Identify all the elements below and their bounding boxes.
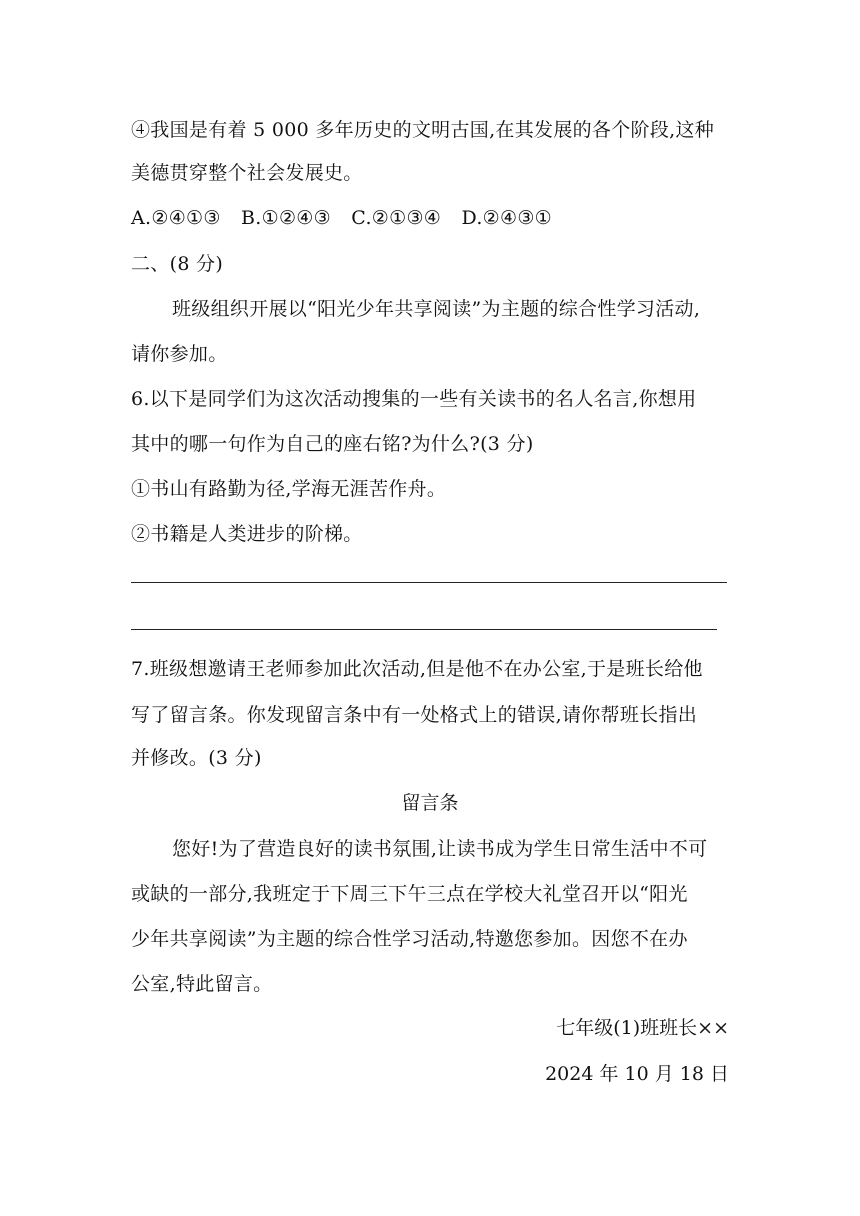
answer-line-2 [131,629,717,630]
note-body-line-4: 公室,特此留言。 [131,973,273,995]
note-signature: 七年级(1)班班长×× [556,1017,729,1039]
activity-intro-line-2: 请你参加。 [131,343,228,365]
note-title: 留言条 [401,792,459,814]
option-4-line-1: ④我国是有着 5 000 多年历史的文明古国,在其发展的各个阶段,这种 [131,119,715,141]
quote-1: ①书山有路勤为径,学海无涯苦作舟。 [131,478,447,500]
question-7-line-1: 7.班级想邀请王老师参加此次活动,但是他不在办公室,于是班长给他 [131,658,703,680]
answer-choices: A.②④①③ B.①②④③ C.②①③④ D.②④③① [131,207,553,229]
question-7-line-2: 写了留言条。你发现留言条中有一处格式上的错误,请你帮班长指出 [131,704,698,726]
note-body-line-3: 少年共享阅读”为主题的综合性学习活动,特邀您参加。因您不在办 [131,928,688,950]
note-date: 2024 年 10 月 18 日 [545,1063,729,1085]
section-heading: 二、(8 分) [131,253,224,275]
note-body-line-1: 您好!为了营造良好的读书氛围,让读书成为学生日常生活中不可 [172,838,708,860]
question-7-line-3: 并修改。(3 分) [131,747,262,769]
activity-intro-line-1: 班级组织开展以“阳光少年共享阅读”为主题的综合性学习活动, [172,298,701,320]
answer-line-1 [131,582,727,583]
option-4-line-2: 美德贯穿整个社会发展史。 [131,162,363,184]
note-body-line-2: 或缺的一部分,我班定于下周三下午三点在学校大礼堂召开以“阳光 [131,883,688,905]
question-6-line-1: 6.以下是同学们为这次活动搜集的一些有关读书的名人名言,你想用 [131,388,697,410]
quote-2: ②书籍是人类进步的阶梯。 [131,523,363,545]
question-6-line-2: 其中的哪一句作为自己的座右铭?为什么?(3 分) [131,433,534,455]
